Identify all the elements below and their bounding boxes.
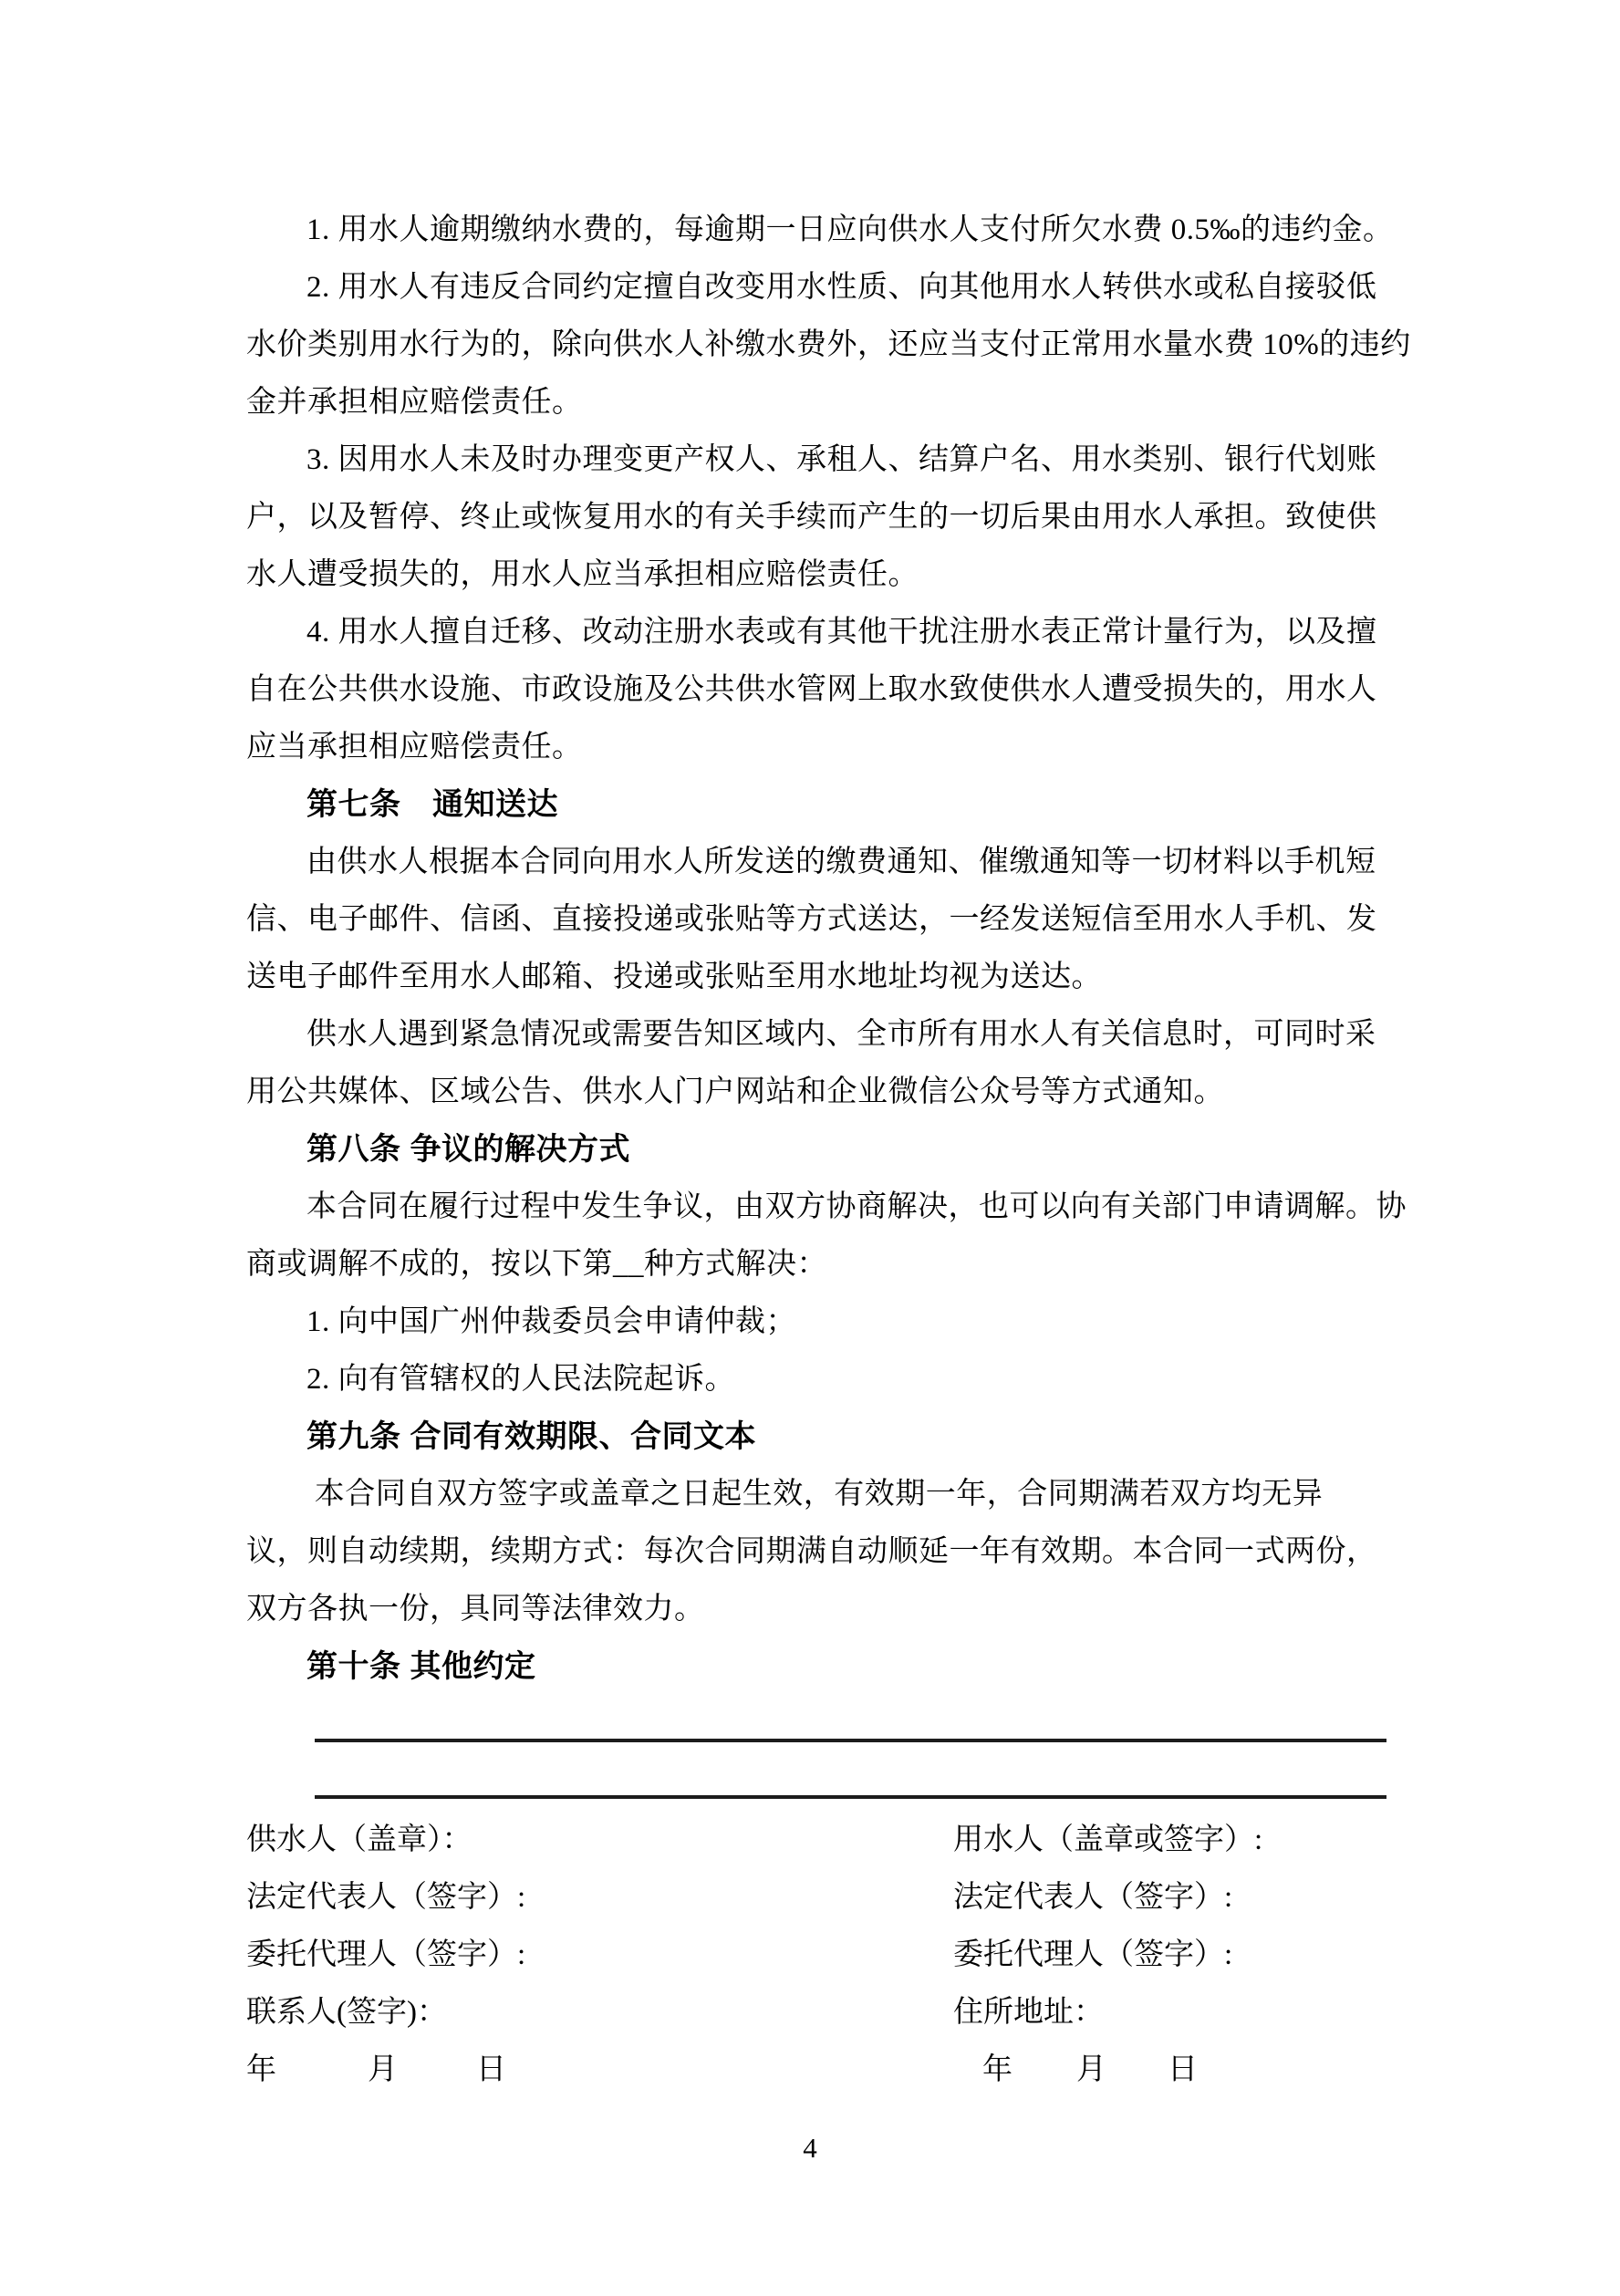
supplier-contact-label: 联系人(签字)： [246,1996,447,2029]
contract-line: 户，以及暂停、终止或恢复用水的有关手续而产生的一切后果由用水人承担。致使供 [246,501,1377,534]
consumer-address-label: 住所地址： [953,1996,1104,2029]
day-label: 日 [476,2053,506,2086]
blank-fill-line [315,1795,1386,1799]
contract-line: 由供水人根据本合同向用水人所发送的缴费通知、催缴通知等一切材料以手机短 [306,846,1376,878]
contract-line: 本合同在履行过程中发生争议，由双方协商解决，也可以向有关部门申请调解。协 [306,1190,1407,1223]
supplier-agent-label: 委托代理人（签字）: [246,1938,526,1971]
article-heading-9: 第九条 合同有效期限、合同文本 [306,1419,756,1454]
contract-line: 4. 用水人擅自迁移、改动注册水表或有其他干扰注册水表正常计量行为，以及擅 [306,616,1377,649]
contract-line: 金并承担相应赔偿责任。 [246,386,583,419]
contract-body [246,202,1411,1696]
contract-line: 2. 用水人有违反合同约定擅自改变用水性质、向其他用水人转供水或私自接驳低 [306,271,1377,304]
consumer-date-line [982,2041,1262,2099]
contract-line: 3. 因用水人未及时办理变更产权人、承租人、结算户名、用水类别、银行代划账 [306,443,1377,476]
blank-fill-line [315,1739,1386,1742]
contract-line: 1. 用水人逾期缴纳水费的，每逾期一日应向供水人支付所欠水费 0.5‰的违约金。 [306,213,1394,246]
consumer-agent-label: 委托代理人（签字）: [953,1938,1233,1971]
year-label: 年 [982,2053,1012,2086]
contract-line: 商或调解不成的，按以下第__种方式解决： [246,1248,827,1281]
contract-line: 水价类别用水行为的，除向供水人补缴水费外，还应当支付正常用水量水费 10%的违约 [246,328,1411,361]
contract-line: 双方各执一份，具同等法律效力。 [246,1593,705,1626]
contract-line: 用公共媒体、区域公告、供水人门户网站和企业微信公众号等方式通知。 [246,1075,1224,1108]
signature-block-consumer [953,1812,1262,2099]
contract-line: 议，则自动续期，续期方式：每次合同期满自动顺延一年有效期。本合同一式两份， [246,1535,1377,1568]
contract-line: 本合同自双方签字或盖章之日起生效，有效期一年，合同期满若双方均无异 [306,1478,1324,1511]
contract-line: 供水人遇到紧急情况或需要告知区域内、全市所有用水人有关信息时，可同时采 [306,1018,1376,1051]
consumer-legal-rep-label: 法定代表人（签字）: [953,1881,1233,1914]
consumer-seal-label: 用水人（盖章或签字）: [953,1823,1263,1856]
contract-line: 2. 向有管辖权的人民法院起诉。 [306,1363,735,1396]
supplier-date-line [246,2041,525,2099]
contract-line: 信、电子邮件、信函、直接投递或张贴等方式送达，一经发送短信至用水人手机、发 [246,903,1377,936]
article-heading-8: 第八条 争议的解决方式 [306,1132,630,1167]
month-label: 月 [1076,2053,1106,2086]
contract-line: 自在公共供水设施、市政设施及公共供水管网上取水致使供水人遭受损失的，用水人 [246,673,1377,706]
article-heading-7: 第七条 通知送达 [306,787,558,822]
supplier-legal-rep-label: 法定代表人（签字）: [246,1881,526,1914]
page-number: 4 [803,2132,817,2164]
month-label: 月 [368,2053,398,2086]
contract-line: 应当承担相应赔偿责任。 [246,731,583,764]
day-label: 日 [1168,2053,1198,2086]
signature-block-supplier [246,1812,525,2099]
contract-line: 1. 向中国广州仲裁委员会申请仲裁； [306,1305,796,1338]
supplier-seal-label: 供水人（盖章）： [246,1823,472,1856]
year-label: 年 [246,2053,276,2086]
article-heading-10: 第十条 其他约定 [306,1649,536,1684]
contract-line: 水人遭受损失的，用水人应当承担相应赔偿责任。 [246,558,919,591]
contract-line: 送电子邮件至用水人邮箱、投递或张贴至用水地址均视为送达。 [246,961,1102,993]
